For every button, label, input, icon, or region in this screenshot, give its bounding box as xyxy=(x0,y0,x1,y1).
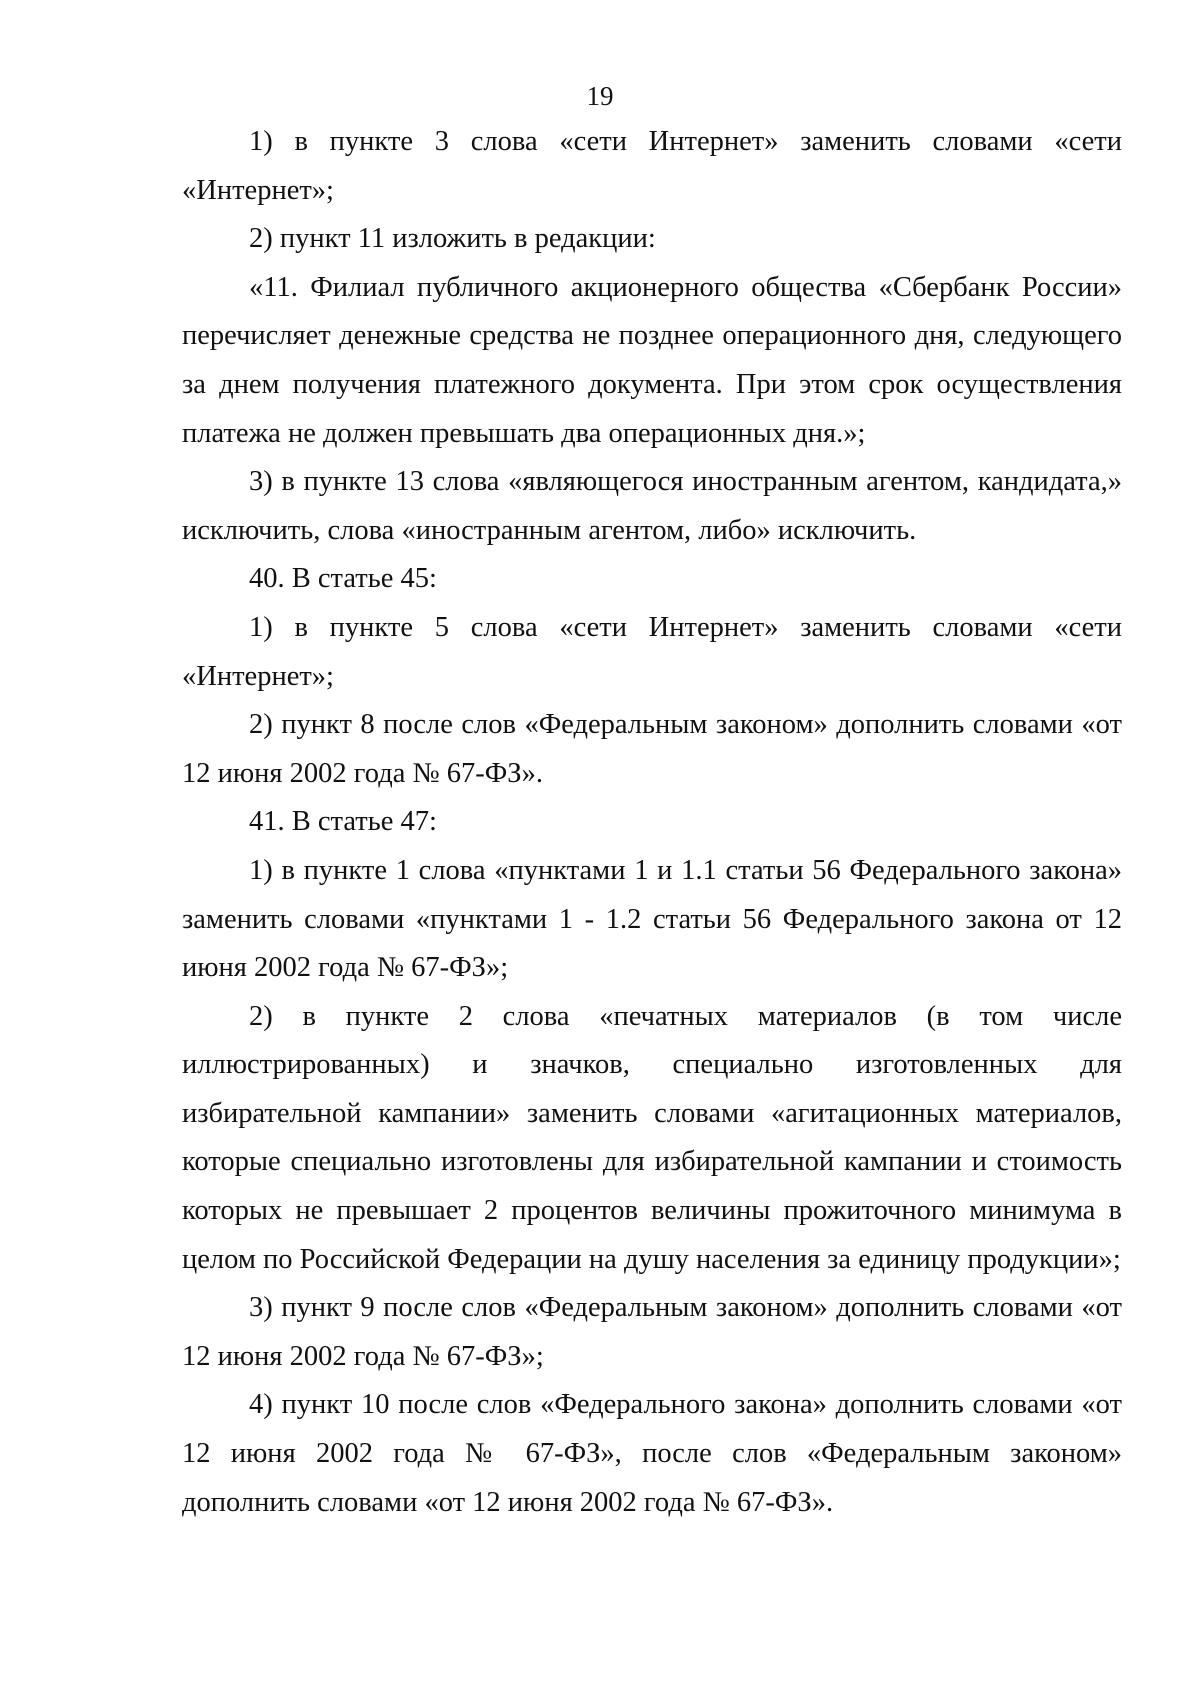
paragraph: 1) в пункте 1 слова «пунктами 1 и 1.1 статьи 56 Федерального закона» заменить словами «пунктами 1 - 1.2 статьи 56 Федерального закона от 12 июня 2002 года № 67-ФЗ»; xyxy=(182,854,1130,984)
document-body xyxy=(182,118,1130,1527)
page-number: 19 xyxy=(586,81,614,111)
paragraph: 40. В статье 45: xyxy=(249,563,437,595)
paragraph: 2) пункт 8 после слов «Федеральным законом» дополнить словами «от 12 июня 2002 года № 67-ФЗ». xyxy=(182,709,1130,789)
paragraph: 41. В статье 47: xyxy=(249,806,437,838)
paragraph: 4) пункт 10 после слов «Федерального закона» дополнить словами «от 12 июня 2002 года № 67-ФЗ», после слов «Федеральным законом» дополнить словами «от 12 июня 2002 года № 67-ФЗ». xyxy=(182,1389,1130,1518)
paragraph: 2) в пункте 2 слова «печатных материалов (в том числе иллюстрированных) и значков, специально изготовленных для избирательной кампании» заменить словами «агитационных материалов, которые специально изготовлены для избирательной кампании и стоимость которых не превышает 2 процентов величины прожиточного минимума в целом по Российской Федерации на душу населения за единицу продукции»; xyxy=(182,1000,1130,1275)
paragraph: 1) в пункте 5 слова «сети Интернет» заменить словами «сети «Интернет»; xyxy=(182,611,1130,692)
paragraph: «11. Филиал публичного акционерного общества «Сбербанк России» перечисляет денежные средства не позднее операционного дня, следующего за днем получения платежного документа. При этом срок осуществления платежа не должен превышать два операционных дня.»; xyxy=(182,271,1130,449)
paragraph: 3) в пункте 13 слова «являющегося иностранным агентом, кандидата,» исключить, слова «иностранным агентом, либо» исключить. xyxy=(182,466,1130,546)
paragraph: 2) пункт 11 изложить в редакции: xyxy=(249,223,656,255)
paragraph: 3) пункт 9 после слов «Федеральным законом» дополнить словами «от 12 июня 2002 года № 67-ФЗ»; xyxy=(182,1292,1130,1372)
paragraph: 1) в пункте 3 слова «сети Интернет» заменить словами «сети «Интернет»; xyxy=(182,126,1130,206)
